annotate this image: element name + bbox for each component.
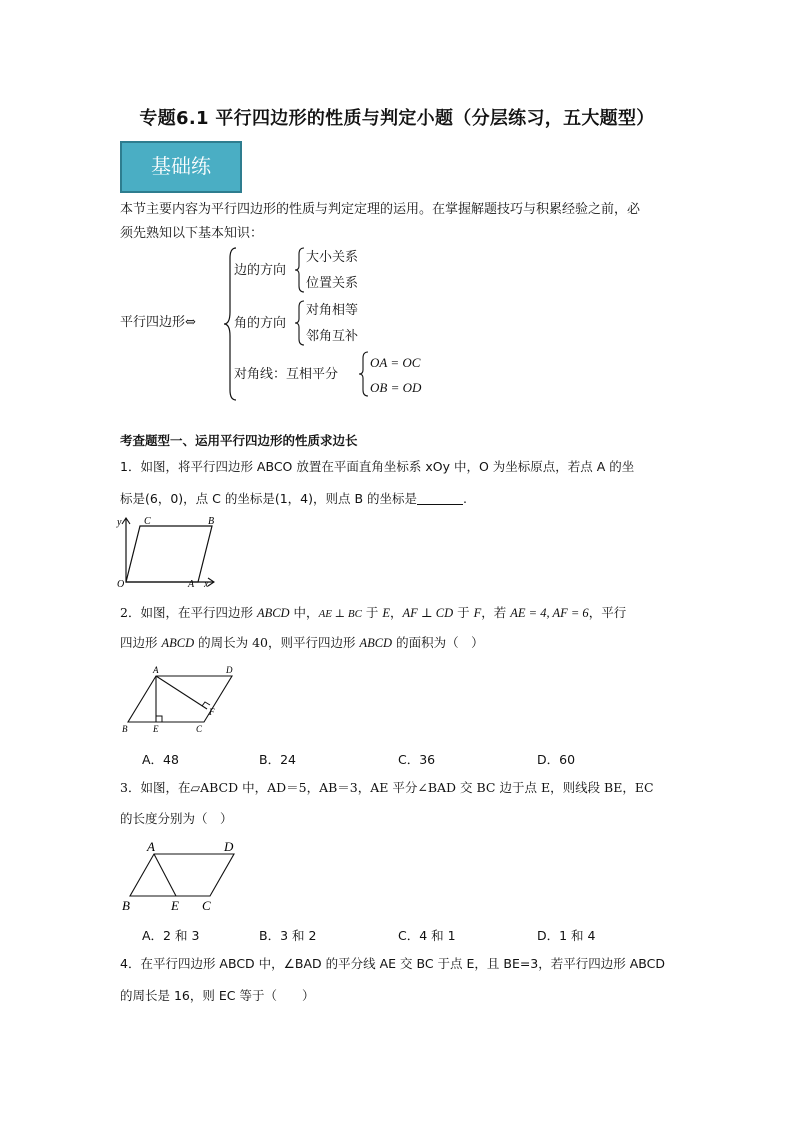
- q2-text: 于: [453, 605, 474, 620]
- edge-size: 大小关系: [306, 250, 359, 265]
- q1-line-1: 1．如图，将平行四边形 ABCO 放置在平面直角坐标系 xOy 中，O 为坐标原点，若点 A 的坐: [120, 459, 635, 474]
- diag-eq-2: OB = OD: [370, 380, 422, 395]
- q2-text: 四边形: [120, 635, 162, 650]
- q3-option-c[interactable]: C．4 和 1: [398, 928, 456, 943]
- q2-text: ，平行: [588, 605, 627, 620]
- q4-line-1: 4．在平行四边形 ABCD 中，∠BAD 的平分线 AE 交 BC 于点 E，且 BE=3，若平行四边形 ABCD: [120, 956, 665, 971]
- q2-text: ，: [390, 605, 403, 620]
- q2-option-b[interactable]: B．24: [259, 752, 296, 767]
- q1-period: .: [463, 491, 468, 506]
- q2-cond-1: AE ⊥ BC: [318, 608, 362, 620]
- q2-point-e: E: [382, 606, 390, 620]
- q2-abcd: ABCD: [161, 636, 195, 650]
- q1-figure: [112, 512, 222, 590]
- angle-opposite: 对角相等: [306, 303, 359, 318]
- q2-text: ，若: [481, 605, 511, 620]
- edge-brace: [294, 246, 306, 294]
- q2-label-A: A: [153, 665, 159, 675]
- q1-line-2: [120, 486, 467, 512]
- q3-option-b[interactable]: B．3 和 2: [259, 928, 317, 943]
- angle-adjacent: 邻角互补: [306, 329, 359, 344]
- diag-eq-1: OA = OC: [370, 355, 421, 370]
- q2-text: 2．如图，在平行四边形: [120, 605, 257, 620]
- q1-label-B: B: [208, 516, 215, 527]
- q2-label-C: C: [196, 724, 203, 734]
- q2-option-d[interactable]: D．60: [537, 752, 576, 767]
- q3-label-D: D: [224, 839, 234, 854]
- q1-label-y: y: [117, 517, 122, 528]
- concept-root: 平行四边形⇔: [120, 315, 196, 330]
- q2-option-c[interactable]: C．36: [398, 752, 436, 767]
- q3-label-C: C: [202, 898, 211, 913]
- q3-option-a[interactable]: A．2 和 3: [142, 928, 200, 943]
- q2-line-2: [120, 630, 484, 656]
- q3-line-2: 的长度分别为（ ）: [120, 811, 233, 826]
- q2-line-1: [120, 600, 626, 627]
- q2-abcd: ABCD: [256, 606, 290, 620]
- q2-figure: [116, 662, 246, 736]
- q4-line-2: 的周长是 16，则 EC 等于（ ）: [120, 988, 315, 1003]
- big-brace: [222, 244, 242, 404]
- q1-text: 标是(6，0)，点 C 的坐标是(1，4)，则点 B 的坐标是: [120, 491, 418, 506]
- q3-line-1: 3．如图，在▱ABCD 中，AD＝5，AB＝3，AE 平分∠BAD 交 BC 边于点 E，则线段 BE，EC: [120, 780, 654, 795]
- q2-label-F: F: [209, 707, 215, 717]
- q1-label-A: A: [188, 579, 195, 590]
- q2-abcd: ABCD: [359, 636, 393, 650]
- q2-text: 于: [361, 605, 383, 620]
- q2-text: 的周长为 40，则平行四边形: [194, 635, 360, 650]
- q2-cond-3: AE = 4, AF = 6: [510, 606, 589, 620]
- concept-diagonals: 对角线：互相平分: [234, 367, 339, 382]
- q2-text: 中，: [289, 605, 319, 620]
- q1-label-C: C: [144, 516, 151, 527]
- q2-label-B: B: [122, 724, 128, 734]
- q1-label-x: x: [204, 579, 209, 590]
- q3-label-A: A: [147, 839, 155, 854]
- q2-point-f: F: [473, 606, 482, 620]
- section-badge: 基础练: [120, 141, 242, 193]
- angle-brace: [294, 299, 306, 347]
- intro-line-2: 须先熟知以下基本知识：: [120, 226, 264, 241]
- section-heading: 考查题型一、运用平行四边形的性质求边长: [120, 433, 358, 448]
- q2-cond-2: AF ⊥ CD: [402, 606, 454, 620]
- q2-text: 的面积为（ ）: [392, 635, 484, 650]
- concept-angles: 角的方向: [234, 316, 287, 331]
- q3-label-B: B: [122, 898, 130, 913]
- diag-brace: [358, 350, 370, 398]
- q3-label-E: E: [171, 898, 179, 913]
- q3-figure: [116, 836, 246, 916]
- q1-label-O: O: [117, 579, 125, 590]
- answer-blank: [417, 490, 463, 505]
- intro-line-1: 本节主要内容为平行四边形的性质与判定定理的运用。在掌握解题技巧与积累经验之前，必: [120, 202, 641, 217]
- q2-label-D: D: [226, 665, 233, 675]
- q2-label-E: E: [153, 724, 159, 734]
- concept-edges: 边的方向: [234, 263, 287, 278]
- page-title: 专题6.1 平行四边形的性质与判定小题（分层练习，五大题型）: [139, 108, 655, 129]
- q2-option-a[interactable]: A．48: [142, 752, 179, 767]
- edge-position: 位置关系: [306, 276, 359, 291]
- q3-option-d[interactable]: D．1 和 4: [537, 928, 596, 943]
